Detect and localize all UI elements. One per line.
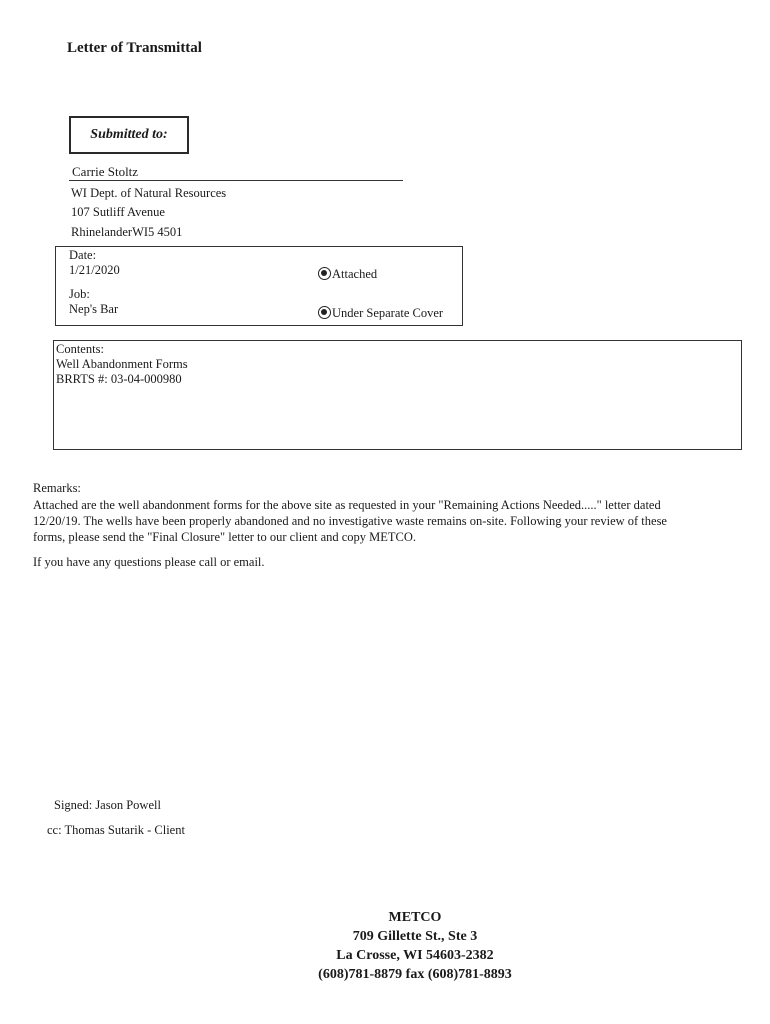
remarks-closing: If you have any questions please call or email. [33,555,265,569]
cc-line: cc: Thomas Sutarik - Client [47,823,185,837]
job-label: Job: [69,287,90,301]
date-value: 1/21/2020 [69,263,120,277]
radio-selected-icon[interactable] [318,306,331,319]
recipient-city: RhinelanderWI5 4501 [71,225,183,239]
contents-line-2: BRRTS #: 03-04-000980 [56,372,182,386]
company-footer [0,908,770,984]
radio-selected-icon[interactable] [318,267,331,280]
submitted-to-box [69,116,189,154]
separate-cover-option[interactable] [318,306,443,321]
footer-address-2: La Crosse, WI 54603-2382 [336,948,494,963]
recipient-street: 107 Sutliff Avenue [71,205,165,219]
job-value: Nep's Bar [69,302,119,316]
date-label: Date: [69,248,97,262]
recipient-name: Carrie Stoltz [72,164,139,179]
document-title: Letter of Transmittal [67,40,202,56]
contents-line-1: Well Abandonment Forms [56,357,188,371]
recipient-divider [69,180,403,181]
footer-company: METCO [388,910,442,925]
remarks-label: Remarks: [33,481,81,495]
remarks-body: Attached are the well abandonment forms for the above site as requested in your "Remaining Actions Needed....." letter dated 12/20/19. The wells have been properly abandoned and no investigative waste remains on-site. Following your review of these forms, please send the "Final Closure" letter to our client and copy METCO. [33,498,667,544]
attached-option[interactable] [318,267,377,282]
submitted-to-label: Submitted to: [90,127,168,142]
contents-label: Contents: [56,342,104,356]
signed-line: Signed: Jason Powell [54,798,161,812]
recipient-organization: WI Dept. of Natural Resources [71,186,227,200]
footer-address-1: 709 Gillette St., Ste 3 [352,929,478,944]
separate-cover-option-label: Under Separate Cover [332,306,444,320]
footer-phone: (608)781-8879 fax (608)781-8893 [318,967,512,982]
attached-option-label: Attached [332,267,378,281]
